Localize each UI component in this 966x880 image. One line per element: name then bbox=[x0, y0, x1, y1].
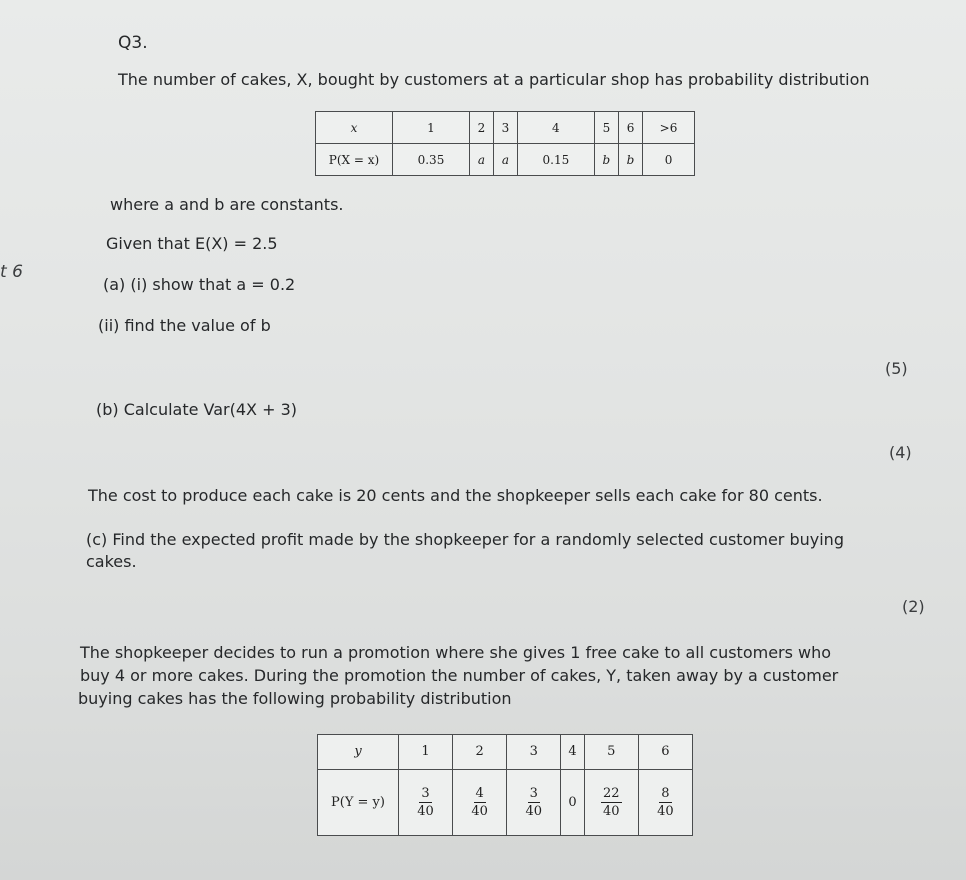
margin-note: t 6 bbox=[0, 262, 23, 282]
fraction-denominator: 40 bbox=[417, 804, 434, 820]
promo-text-line2: buy 4 or more cakes. During the promotion the number of cakes, Y, taken away by a customer bbox=[80, 666, 839, 685]
distribution-table-y bbox=[317, 734, 693, 836]
fraction-denominator: 40 bbox=[602, 804, 620, 820]
fraction-numerator: 3 bbox=[419, 787, 431, 804]
fraction-denominator: 40 bbox=[471, 804, 488, 820]
fraction-numerator: 22 bbox=[601, 787, 622, 804]
x-value-cell: 5 bbox=[594, 112, 618, 144]
py-value-cell bbox=[584, 769, 638, 835]
fraction-numerator: 8 bbox=[659, 787, 671, 804]
p-value-cell: 0.15 bbox=[517, 144, 594, 176]
p-value-cell: a bbox=[469, 144, 493, 176]
y-value-cell: 4 bbox=[561, 735, 584, 770]
table-row-p bbox=[316, 144, 695, 176]
constants-text: where a and b are constants. bbox=[110, 195, 344, 214]
y-value-cell: 1 bbox=[399, 735, 453, 770]
fraction-numerator: 3 bbox=[528, 787, 540, 804]
table-header-y: y bbox=[318, 735, 399, 770]
promo-text-line1: The shopkeeper decides to run a promotion where she gives 1 free cake to all customers who bbox=[80, 643, 832, 662]
distribution-table-x bbox=[315, 111, 695, 176]
fraction-numerator: 4 bbox=[474, 787, 486, 804]
marks-c: (2) bbox=[902, 597, 925, 616]
table-header-py: P(Y = y) bbox=[318, 769, 399, 835]
promo-text-line3: buying cakes has the following probability distribution bbox=[78, 689, 512, 708]
y-value-cell: 5 bbox=[584, 735, 638, 770]
question-label: Q3. bbox=[118, 33, 148, 53]
part-a-i-text: (a) (i) show that a = 0.2 bbox=[103, 275, 296, 294]
marks-b: (4) bbox=[889, 443, 912, 462]
table-row-x bbox=[316, 112, 695, 144]
part-a-ii-text: (ii) find the value of b bbox=[98, 316, 271, 335]
intro-text: The number of cakes, X, bought by customers at a particular shop has probability distribution bbox=[118, 70, 870, 89]
table-row-y bbox=[318, 735, 693, 770]
y-value-cell: 6 bbox=[638, 735, 692, 770]
table-header-p: P(X = x) bbox=[316, 144, 393, 176]
py-value-cell bbox=[399, 769, 453, 835]
p-value-cell: b bbox=[618, 144, 642, 176]
p-value-cell: 0.35 bbox=[393, 144, 470, 176]
x-value-cell: 2 bbox=[469, 112, 493, 144]
x-value-cell: >6 bbox=[643, 112, 695, 144]
part-c-text-line1: (c) Find the expected profit made by the shopkeeper for a randomly selected customer buying bbox=[86, 530, 844, 549]
x-value-cell: 3 bbox=[493, 112, 517, 144]
table-row-py bbox=[318, 769, 693, 835]
y-value-cell: 3 bbox=[507, 735, 561, 770]
fraction-denominator: 40 bbox=[525, 804, 543, 820]
given-text: Given that E(X) = 2.5 bbox=[106, 234, 278, 253]
cost-text: The cost to produce each cake is 20 cents and the shopkeeper sells each cake for 80 cents. bbox=[88, 486, 823, 505]
x-value-cell: 6 bbox=[618, 112, 642, 144]
table-header-x: x bbox=[316, 112, 393, 144]
p-value-cell: b bbox=[594, 144, 618, 176]
py-value-cell bbox=[507, 769, 561, 835]
x-value-cell: 4 bbox=[517, 112, 594, 144]
py-value-cell bbox=[638, 769, 692, 835]
p-value-cell: 0 bbox=[643, 144, 695, 176]
p-value-cell: a bbox=[493, 144, 517, 176]
y-value-cell: 2 bbox=[453, 735, 507, 770]
py-value-cell bbox=[453, 769, 507, 835]
fraction-denominator: 40 bbox=[657, 804, 674, 820]
part-b-text: (b) Calculate Var(4X + 3) bbox=[96, 400, 298, 419]
py-value-cell: 0 bbox=[561, 769, 584, 835]
marks-a: (5) bbox=[885, 359, 908, 378]
x-value-cell: 1 bbox=[393, 112, 470, 144]
part-c-text-line2: cakes. bbox=[86, 552, 137, 571]
